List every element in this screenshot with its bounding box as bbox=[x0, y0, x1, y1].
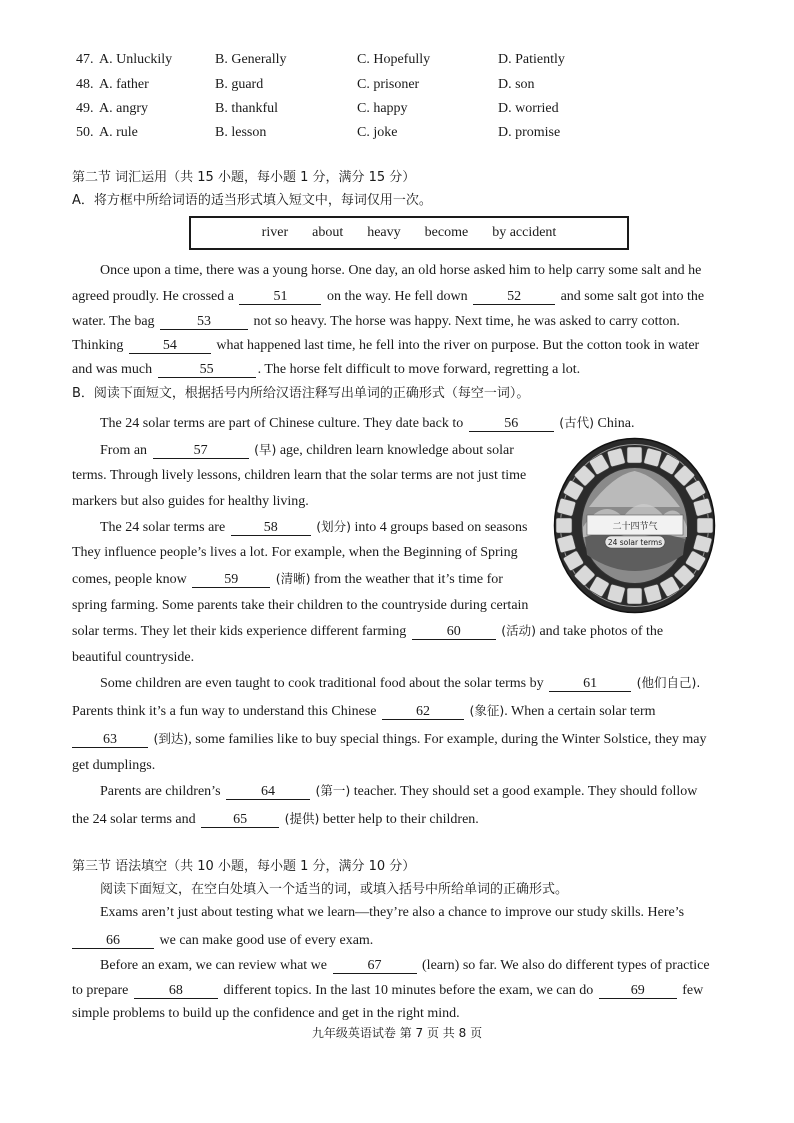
answer-blank-54[interactable]: 54 bbox=[129, 338, 211, 354]
passage-b-line: terms. Through lively lessons, children learn that the solar terms are not just time bbox=[72, 468, 527, 483]
passage-b-line: From an 57 (早) age, children learn knowledge about solar bbox=[100, 442, 514, 458]
passage-a-line: water. The bag 53 not so heavy. The horse was happy. Next time, he was asked to carry cotton. bbox=[72, 314, 680, 329]
mc-num: 49. bbox=[76, 101, 94, 116]
mc-num: 50. bbox=[76, 125, 94, 140]
option-c: C. happy bbox=[357, 101, 408, 116]
answer-blank-68[interactable]: 68 bbox=[134, 983, 218, 999]
option-b: B. guard bbox=[215, 77, 264, 92]
answer-blank-58[interactable]: 58 bbox=[231, 520, 311, 536]
passage-b-line: They influence people’s lives a lot. For example, when the Beginning of Spring bbox=[72, 545, 518, 560]
answer-blank-69[interactable]: 69 bbox=[599, 983, 677, 999]
passage-b-line: The 24 solar terms are 58 (划分) into 4 groups based on seasons bbox=[100, 519, 528, 535]
answer-blank-59[interactable]: 59 bbox=[192, 572, 270, 588]
option-d: D. promise bbox=[498, 125, 561, 140]
passage-b-line: Parents are children’s 64 (第一) teacher. They should set a good example. They should follow bbox=[100, 783, 698, 799]
option-b: B. lesson bbox=[215, 125, 267, 140]
passage-b-line: get dumplings. bbox=[72, 758, 156, 773]
word-box-item: heavy bbox=[367, 225, 401, 240]
answer-blank-64[interactable]: 64 bbox=[226, 784, 310, 800]
option-c: C. joke bbox=[357, 125, 398, 140]
partB-instruction: B．阅读下面短文，根据括号内所给汉语注释写出单词的正确形式（每空一词）。 bbox=[72, 386, 530, 401]
option-b: B. thankful bbox=[215, 101, 278, 116]
option-d: D. son bbox=[498, 77, 535, 92]
word-box-item: by accident bbox=[492, 225, 557, 240]
passage-a-line: and was much 55 . The horse felt difficult to move forward, regretting a lot. bbox=[72, 362, 581, 377]
answer-blank-65[interactable]: 65 bbox=[201, 812, 279, 828]
page-footer: 九年级英语试卷 第 7 页 共 8 页 bbox=[311, 1026, 483, 1040]
word-box-item: about bbox=[312, 225, 344, 240]
passage-c-line: Before an exam, we can review what we 67 (learn) so far. We also do different types of practice bbox=[100, 958, 710, 973]
wheel-subtitle: 24 solar terms bbox=[607, 538, 663, 547]
mc-num: 47. bbox=[76, 52, 94, 67]
answer-blank-62[interactable]: 62 bbox=[382, 704, 464, 720]
passage-c-line: simple problems to build up the confidence and get in the right mind. bbox=[72, 1006, 460, 1021]
passage-a-line: Thinking 54 what happened last time, he fell into the river on purpose. But the cotton took in water bbox=[72, 338, 700, 353]
answer-blank-66[interactable]: 66 bbox=[72, 933, 154, 949]
passage-c-line: to prepare 68 different topics. In the last 10 minutes before the exam, we can do 69 few bbox=[72, 983, 704, 998]
answer-blank-56[interactable]: 56 bbox=[469, 416, 554, 432]
option-b: B. Generally bbox=[215, 52, 287, 67]
option-a: A. angry bbox=[99, 101, 148, 116]
option-a: A. rule bbox=[99, 125, 138, 140]
section3-instruction: 阅读下面短文，在空白处填入一个适当的词，或填入括号中所给单词的正确形式。 bbox=[100, 882, 569, 897]
passage-c-line: Exams aren’t just about testing what we learn—they’re also a chance to improve our study skills. Here’s bbox=[100, 905, 685, 920]
answer-blank-67[interactable]: 67 bbox=[333, 958, 417, 974]
option-a: A. father bbox=[99, 77, 149, 92]
wheel-title: 二十四节气 bbox=[612, 522, 658, 532]
word-box-item: river bbox=[261, 225, 289, 240]
option-a: A. Unluckily bbox=[99, 52, 173, 67]
passage-c-line: 66 we can make good use of every exam. bbox=[72, 933, 373, 949]
passage-a-line: Once upon a time, there was a young horse. One day, an old horse asked him to help carry some salt and he bbox=[100, 263, 702, 278]
section2-title: 第二节 词汇运用（共 15 小题，每小题 1 分，满分 15 分） bbox=[72, 170, 416, 185]
answer-blank-60[interactable]: 60 bbox=[412, 624, 496, 640]
passage-b-line: the 24 solar terms and 65 (提供) better help to their children. bbox=[72, 811, 479, 827]
section3-title: 第三节 语法填空（共 10 小题，每小题 1 分，满分 10 分） bbox=[72, 859, 416, 874]
solar-terms-wheel-illustration bbox=[553, 437, 716, 614]
answer-blank-61[interactable]: 61 bbox=[549, 676, 631, 692]
passage-b-line: solar terms. They let their kids experience different farming 60 (活动) and take photos of the bbox=[72, 623, 664, 639]
answer-blank-63[interactable]: 63 bbox=[72, 732, 148, 748]
passage-b-line: The 24 solar terms are part of Chinese culture. They date back to 56 (古代) China. bbox=[100, 415, 635, 431]
option-c: C. Hopefully bbox=[357, 52, 431, 67]
mc-num: 48. bbox=[76, 77, 94, 92]
option-d: D. Patiently bbox=[498, 52, 565, 67]
answer-blank-52[interactable]: 52 bbox=[473, 289, 555, 305]
answer-blank-57[interactable]: 57 bbox=[153, 443, 249, 459]
passage-b-line: Some children are even taught to cook traditional food about the solar terms by 61 (他们自己). bbox=[100, 675, 701, 691]
passage-b-line: 63 (到达), some families like to buy special things. For example, during the Winter Solstice, they may bbox=[72, 732, 707, 748]
passage-b-line: beautiful countryside. bbox=[72, 650, 195, 665]
option-c: C. prisoner bbox=[357, 77, 420, 92]
answer-blank-51[interactable]: 51 bbox=[239, 289, 321, 305]
answer-blank-55[interactable]: 55 bbox=[158, 362, 256, 378]
passage-b-line: markers but also guides for healthy living. bbox=[72, 494, 309, 509]
partA-instruction: A．将方框中所给词语的适当形式填入短文中，每词仅用一次。 bbox=[72, 193, 432, 208]
answer-blank-53[interactable]: 53 bbox=[160, 314, 248, 330]
passage-a-line: agreed proudly. He crossed a 51 on the way. He fell down 52 and some salt got into the bbox=[72, 289, 705, 304]
word-box bbox=[189, 216, 629, 250]
passage-b-line: comes, people know 59 (清晰) from the weather that it’s time for bbox=[72, 571, 503, 587]
passage-b-line: Parents think it’s a fun way to understand this Chinese 62 (象征). When a certain solar term bbox=[72, 703, 656, 719]
word-box-item: become bbox=[424, 225, 469, 240]
option-d: D. worried bbox=[498, 101, 559, 116]
passage-b-line: spring farming. Some parents take their children to the countryside during certain bbox=[72, 598, 529, 613]
